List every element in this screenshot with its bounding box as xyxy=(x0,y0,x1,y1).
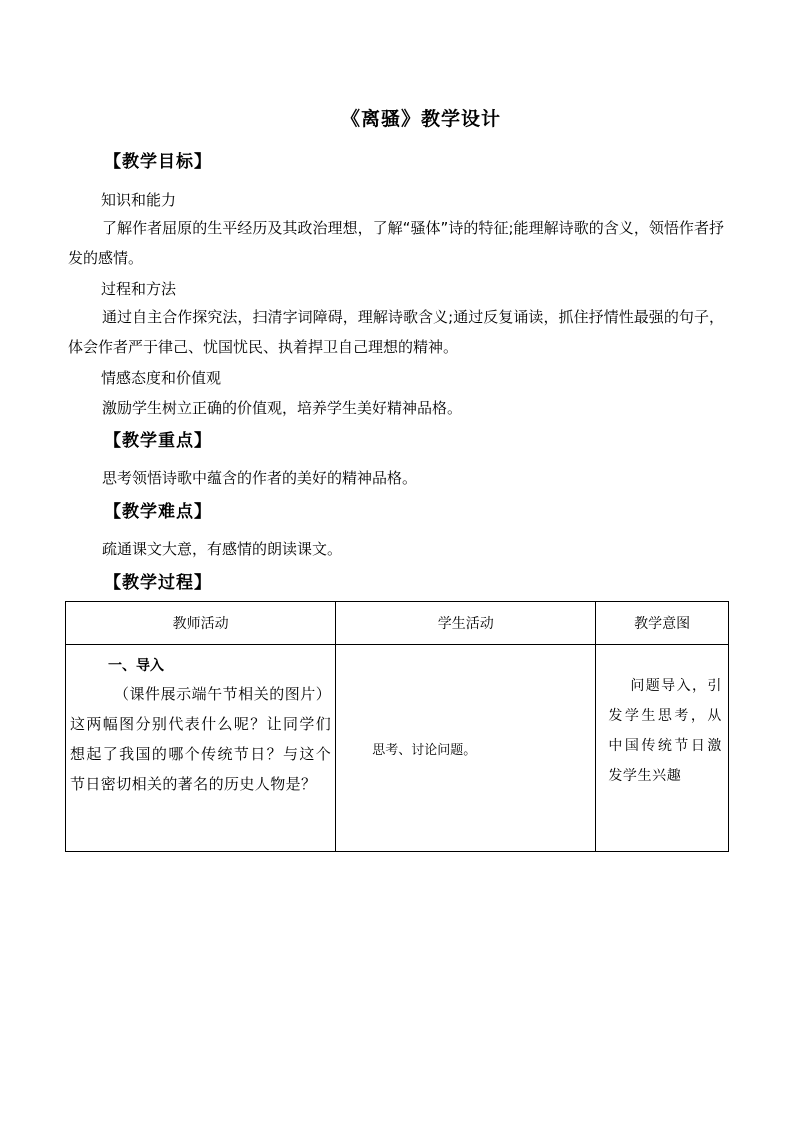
teacher-activity-cell xyxy=(66,645,336,852)
difficulties-heading: 【教学难点】 xyxy=(104,502,212,522)
emotion-label: 情感态度和价值观 xyxy=(101,369,222,387)
column-header-intent: 教学意图 xyxy=(596,602,729,645)
teaching-process-table xyxy=(65,601,729,852)
column-header-student: 学生活动 xyxy=(336,602,596,645)
process-label: 过程和方法 xyxy=(101,280,177,298)
document-title: 《离骚》教学设计 xyxy=(340,108,501,130)
knowledge-text: 了解作者屈原的生平经历及其政治理想，了解“骚体”诗的特征;能理解诗歌的含义，领悟作者抒发的感情。 xyxy=(68,219,724,267)
process-text: 通过自主合作探究法，扫清字词障碍，理解诗歌含义;通过反复诵读，抓住抒情性最强的句子，体会作者严于律己、忧国忧民、执着捍卫自己理想的精神。 xyxy=(68,308,724,356)
key-points-text: 思考领悟诗歌中蕴含的作者的美好的精神品格。 xyxy=(102,469,418,487)
student-activity-cell: 思考、讨论问题。 xyxy=(336,645,596,852)
key-points-heading: 【教学重点】 xyxy=(104,431,212,451)
objectives-heading: 【教学目标】 xyxy=(104,152,212,172)
column-header-teacher: 教师活动 xyxy=(66,602,336,645)
table-row xyxy=(66,645,729,852)
emotion-text: 激励学生树立正确的价值观，培养学生美好精神品格。 xyxy=(102,399,463,417)
knowledge-label: 知识和能力 xyxy=(101,191,177,209)
difficulties-text: 疏通课文大意，有感情的朗读课文。 xyxy=(102,540,343,558)
teaching-intent-cell xyxy=(596,645,729,852)
table-header-row xyxy=(66,602,729,645)
teaching-process-heading: 【教学过程】 xyxy=(104,573,212,593)
teacher-step-text: （课件展示端午节相关的图片）这两幅图分别代表什么呢？让同学们想起了我国的哪个传统节日？与这个节日密切相关的著名的历史人物是？ xyxy=(70,685,332,793)
teacher-step-heading: 一、导入 xyxy=(108,658,164,674)
teaching-intent-text: 问题导入，引发学生思考，从中国传统节日激发学生兴趣 xyxy=(608,678,722,784)
